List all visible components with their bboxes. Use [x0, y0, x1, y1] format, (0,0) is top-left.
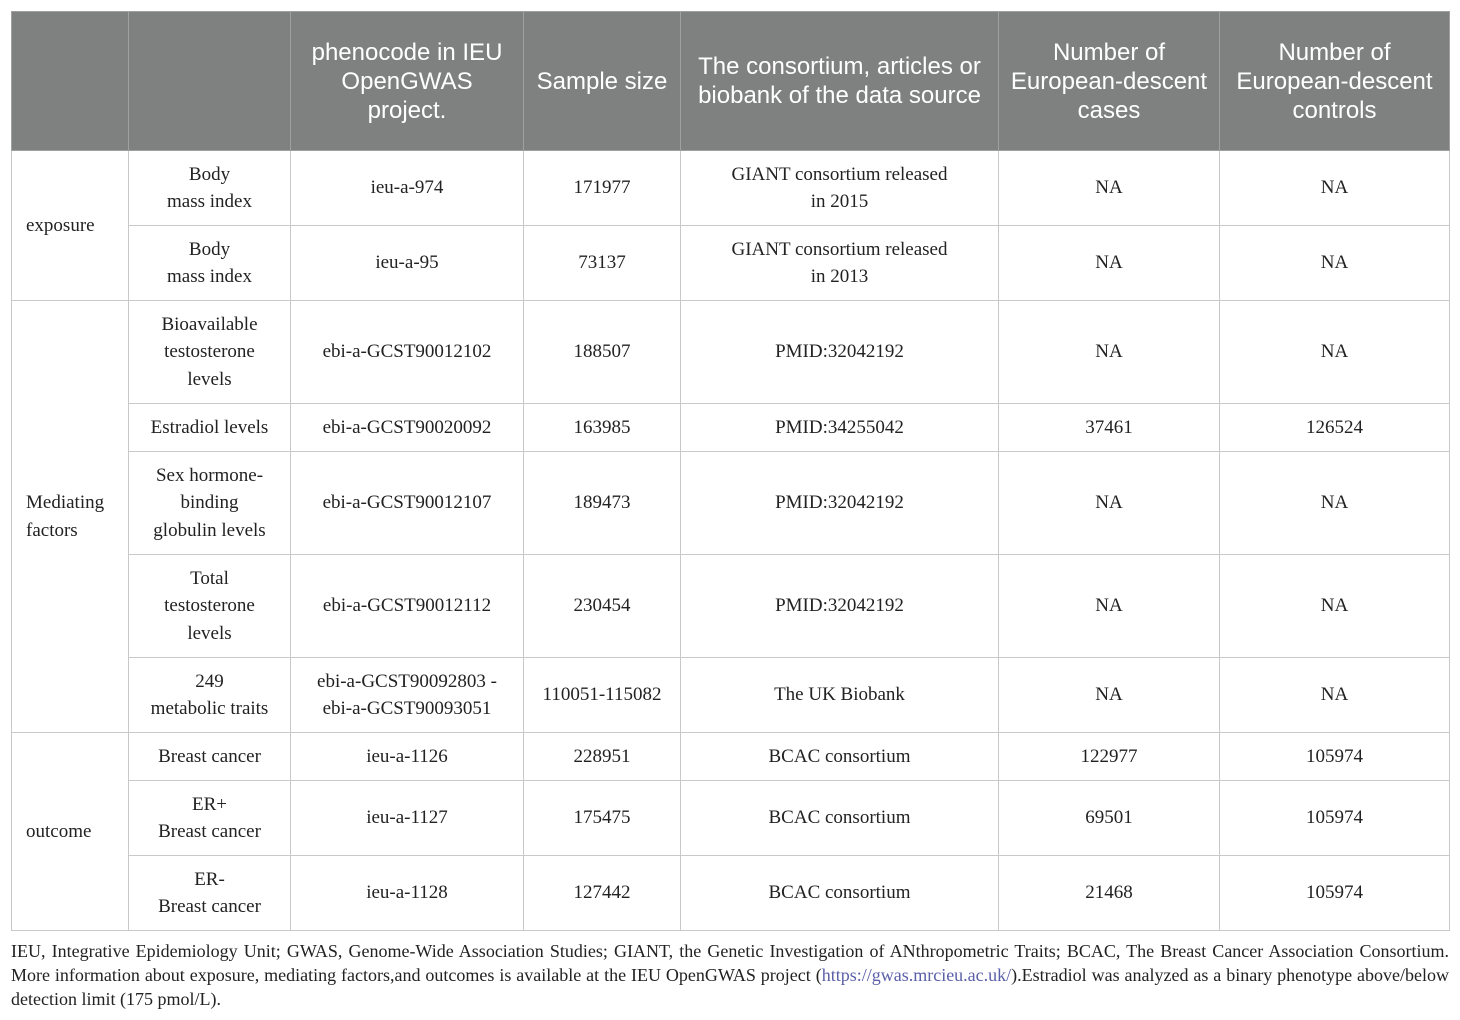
trait-cell: ER+ Breast cancer: [129, 781, 291, 856]
header-phenocode: phenocode in IEU OpenGWAS project.: [291, 12, 524, 151]
phenocode-cell: ebi-a-GCST90012102: [291, 301, 524, 404]
table-row: [12, 658, 1450, 733]
sample-size-cell: 171977: [524, 151, 681, 226]
table-row: [12, 733, 1450, 781]
cases-cell: NA: [999, 452, 1220, 555]
phenocode-cell: ieu-a-974: [291, 151, 524, 226]
source-cell: GIANT consortium released in 2013: [681, 226, 999, 301]
table-row: [12, 781, 1450, 856]
source-cell: PMID:32042192: [681, 301, 999, 404]
controls-cell: NA: [1220, 555, 1450, 658]
footnote-text-end: ).Estradiol was analyzed as a binary phenotype above/below detection limit (175 pmol/L).: [11, 965, 1449, 1009]
trait-cell: Total testosterone levels: [129, 555, 291, 658]
sample-size-cell: 175475: [524, 781, 681, 856]
table-footnote: [11, 939, 1449, 1011]
header-data-source: The consortium, articles or biobank of the data source: [681, 12, 999, 151]
sample-size-cell: 127442: [524, 856, 681, 931]
phenocode-cell: ebi-a-GCST90020092: [291, 404, 524, 452]
trait-cell: Body mass index: [129, 151, 291, 226]
cases-cell: NA: [999, 555, 1220, 658]
trait-cell: Estradiol levels: [129, 404, 291, 452]
document: [11, 11, 1449, 1011]
phenocode-cell: ebi-a-GCST90012107: [291, 452, 524, 555]
source-cell: PMID:32042192: [681, 555, 999, 658]
source-cell: BCAC consortium: [681, 733, 999, 781]
header-cases: Number of European-descent cases: [999, 12, 1220, 151]
phenocode-cell: ebi-a-GCST90012112: [291, 555, 524, 658]
source-cell: PMID:32042192: [681, 452, 999, 555]
sample-size-cell: 163985: [524, 404, 681, 452]
source-cell: BCAC consortium: [681, 856, 999, 931]
controls-cell: NA: [1220, 226, 1450, 301]
trait-cell: 249 metabolic traits: [129, 658, 291, 733]
controls-cell: NA: [1220, 452, 1450, 555]
group-exposure: exposure: [12, 151, 129, 301]
trait-cell: Breast cancer: [129, 733, 291, 781]
table-row: [12, 555, 1450, 658]
trait-cell: Body mass index: [129, 226, 291, 301]
cases-cell: NA: [999, 301, 1220, 404]
sample-size-cell: 110051-115082: [524, 658, 681, 733]
cases-cell: 69501: [999, 781, 1220, 856]
opengwas-link[interactable]: https://gwas.mrcieu.ac.uk/: [821, 965, 1012, 985]
controls-cell: 105974: [1220, 781, 1450, 856]
table-row: [12, 301, 1450, 404]
table-row: [12, 226, 1450, 301]
controls-cell: NA: [1220, 301, 1450, 404]
phenocode-cell: ieu-a-1128: [291, 856, 524, 931]
source-cell: The UK Biobank: [681, 658, 999, 733]
header-sample-size: Sample size: [524, 12, 681, 151]
header-controls: Number of European-descent controls: [1220, 12, 1450, 151]
sample-size-cell: 228951: [524, 733, 681, 781]
header-row: [12, 12, 1450, 151]
cases-cell: NA: [999, 151, 1220, 226]
cases-cell: 37461: [999, 404, 1220, 452]
controls-cell: 105974: [1220, 856, 1450, 931]
cases-cell: 122977: [999, 733, 1220, 781]
table-row: [12, 151, 1450, 226]
group-mediating-factors: Mediating factors: [12, 301, 129, 733]
cases-cell: NA: [999, 226, 1220, 301]
sample-size-cell: 230454: [524, 555, 681, 658]
controls-cell: NA: [1220, 658, 1450, 733]
source-cell: GIANT consortium released in 2015: [681, 151, 999, 226]
sample-size-cell: 188507: [524, 301, 681, 404]
gwas-data-sources-table: [11, 11, 1450, 931]
phenocode-cell: ieu-a-1126: [291, 733, 524, 781]
table-row: [12, 856, 1450, 931]
table-row: [12, 452, 1450, 555]
group-outcome: outcome: [12, 733, 129, 931]
table-row: [12, 404, 1450, 452]
controls-cell: 105974: [1220, 733, 1450, 781]
controls-cell: NA: [1220, 151, 1450, 226]
phenocode-cell: ebi-a-GCST90092803 - ebi-a-GCST90093051: [291, 658, 524, 733]
phenocode-cell: ieu-a-95: [291, 226, 524, 301]
source-cell: BCAC consortium: [681, 781, 999, 856]
sample-size-cell: 73137: [524, 226, 681, 301]
cases-cell: NA: [999, 658, 1220, 733]
footnote-text: IEU, Integrative Epidemiology Unit; GWAS, Genome-Wide Association Studies; GIANT, the Genetic Investigation of ANthropometric Traits; BCAC, The Breast Cancer Association Consortium. More information about exposure, mediating factors,and outcomes is available at the IEU OpenGWAS project (: [11, 941, 1449, 985]
cases-cell: 21468: [999, 856, 1220, 931]
sample-size-cell: 189473: [524, 452, 681, 555]
controls-cell: 126524: [1220, 404, 1450, 452]
trait-cell: Sex hormone- binding globulin levels: [129, 452, 291, 555]
header-trait: [129, 12, 291, 151]
trait-cell: ER- Breast cancer: [129, 856, 291, 931]
trait-cell: Bioavailable testosterone levels: [129, 301, 291, 404]
source-cell: PMID:34255042: [681, 404, 999, 452]
phenocode-cell: ieu-a-1127: [291, 781, 524, 856]
header-group: [12, 12, 129, 151]
